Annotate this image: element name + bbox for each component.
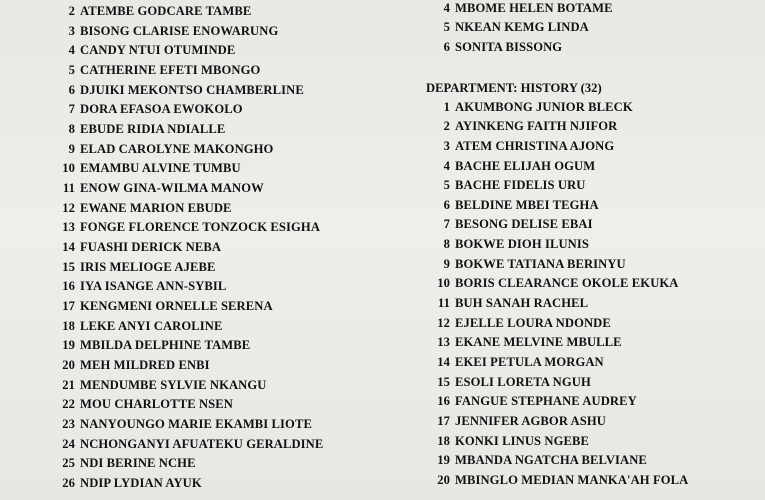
entry-name: NKEAN KEMG LINDA (455, 20, 589, 34)
entry-name: AKUMBONG JUNIOR BLECK (455, 100, 633, 114)
list-item (426, 394, 637, 408)
list-item (58, 319, 222, 333)
list-item (426, 198, 599, 212)
entry-name: MOU CHARLOTTE NSEN (80, 397, 233, 411)
entry-name: NCHONGANYI AFUATEKU GERALDINE (80, 437, 324, 451)
list-item (426, 335, 622, 349)
entry-name: BELDINE MBEI TEGHA (455, 198, 599, 212)
entry-name: MBILDA DELPHINE TAMBE (80, 338, 251, 352)
list-item (58, 102, 243, 116)
list-item (426, 119, 617, 133)
entry-name: CANDY NTUI OTUMINDE (80, 43, 236, 57)
entry-name: ELAD CAROLYNE MAKONGHO (80, 142, 274, 156)
list-item (426, 159, 595, 173)
entry-name: ESOLI LORETA NGUH (455, 375, 591, 389)
entry-number: 15 (437, 375, 450, 389)
entry-name: BORIS CLEARANCE OKOLE EKUKA (455, 276, 679, 290)
entry-name: FANGUE STEPHANE AUDREY (455, 394, 637, 408)
list-item (426, 453, 647, 467)
list-item (58, 142, 273, 156)
entry-name: SONITA BISSONG (455, 40, 563, 54)
list-item (58, 201, 232, 215)
entry-number: 6 (443, 198, 450, 212)
entry-number: 15 (62, 260, 75, 274)
list-item (58, 476, 202, 490)
entry-number: 8 (443, 237, 450, 251)
entry-name: EMAMBU ALVINE TUMBU (80, 161, 241, 175)
entry-name: EBUDE RIDIA NDIALLE (80, 122, 226, 136)
entry-number: 21 (62, 378, 75, 392)
entry-number: 4 (443, 159, 450, 173)
entry-number: 6 (68, 83, 75, 97)
list-item (426, 316, 611, 330)
entry-name: CATHERINE EFETI MBONGO (80, 63, 261, 77)
list-item (58, 161, 241, 175)
entry-number: 26 (62, 476, 75, 490)
entry-number: 11 (437, 296, 450, 310)
entry-name: IYA ISANGE ANN-SYBIL (80, 279, 227, 293)
entry-name: NANYOUNGO MARIE EKAMBI LIOTE (80, 417, 312, 431)
entry-number: 18 (62, 319, 75, 333)
entry-name: MEH MILDRED ENBI (80, 358, 210, 372)
entry-name: BUH SANAH RACHEL (455, 296, 589, 310)
entry-name: JENNIFER AGBOR ASHU (455, 414, 606, 428)
list-item (58, 181, 264, 195)
list-item (426, 178, 585, 192)
entry-number: 17 (62, 299, 75, 313)
entry-name: BOKWE DIOH ILUNIS (455, 237, 589, 251)
entry-number: 16 (62, 279, 75, 293)
entry-name: EKEI PETULA MORGAN (455, 355, 604, 369)
entry-number: 22 (62, 397, 75, 411)
entry-number: 20 (62, 358, 75, 372)
entry-number: 2 (68, 4, 75, 18)
entry-number: 2 (443, 119, 450, 133)
entry-name: BISONG CLARISE ENOWARUNG (80, 24, 279, 38)
entry-name: MBOME HELEN BOTAME (455, 1, 613, 15)
entry-number: 13 (437, 335, 450, 349)
entry-name: ENOW GINA-WILMA MANOW (80, 181, 264, 195)
entry-number: 5 (443, 178, 450, 192)
list-item (426, 139, 614, 153)
entry-name: AYINKENG FAITH NJIFOR (455, 119, 618, 133)
entry-number: 19 (62, 338, 75, 352)
entry-number: 7 (443, 217, 450, 231)
entry-name: IRIS MELIOGE AJEBE (80, 260, 216, 274)
entry-name: MBANDA NGATCHA BELVIANE (455, 453, 647, 467)
list-item (426, 1, 613, 15)
entry-name: BOKWE TATIANA BERINYU (455, 257, 626, 271)
list-item (426, 40, 562, 54)
entry-number: 23 (62, 417, 75, 431)
entry-number: 14 (62, 240, 75, 254)
list-item (58, 240, 221, 254)
list-item (426, 100, 633, 114)
entry-number: 6 (443, 40, 450, 54)
list-item (58, 417, 312, 431)
list-item (58, 83, 304, 97)
entry-name: DJUIKI MEKONTSO CHAMBERLINE (80, 83, 304, 97)
entry-name: KENGMENI ORNELLE SERENA (80, 299, 273, 313)
entry-number: 7 (68, 102, 75, 116)
entry-number: 10 (62, 161, 75, 175)
entry-name: KONKI LINUS NGEBE (455, 434, 589, 448)
entry-name: MENDUMBE SYLVIE NKANGU (80, 378, 267, 392)
entry-number: 14 (437, 355, 450, 369)
list-item (426, 217, 593, 231)
entry-name: FONGE FLORENCE TONZOCK ESIGHA (80, 220, 321, 234)
list-item (58, 43, 235, 57)
list-item (426, 434, 589, 448)
entry-name: NDI BERINE NCHE (80, 456, 196, 470)
entry-number: 13 (62, 220, 75, 234)
entry-name: LEKE ANYI CAROLINE (80, 319, 223, 333)
entry-number: 4 (443, 1, 450, 15)
entry-number: 10 (437, 276, 450, 290)
list-item (58, 63, 260, 77)
entry-number: 12 (62, 201, 75, 215)
list-item (58, 378, 266, 392)
list-item (426, 20, 589, 34)
entry-number: 20 (437, 473, 450, 487)
entry-number: 12 (437, 316, 450, 330)
list-item (58, 122, 225, 136)
entry-number: 17 (437, 414, 450, 428)
list-item (58, 299, 273, 313)
entry-name: BESONG DELISE EBAI (455, 217, 593, 231)
entry-name: DORA EFASOA EWOKOLO (80, 102, 243, 116)
entry-name: EKANE MELVINE MBULLE (455, 335, 622, 349)
entry-number: 9 (68, 142, 75, 156)
list-item (58, 220, 320, 234)
list-item (426, 296, 588, 310)
list-item (58, 456, 196, 470)
entry-number: 19 (437, 453, 450, 467)
entry-name: EJELLE LOURA NDONDE (455, 316, 611, 330)
list-item (58, 437, 323, 451)
entry-name: ATEM CHRISTINA AJONG (455, 139, 615, 153)
entry-number: 4 (68, 43, 75, 57)
list-item (426, 257, 626, 271)
entry-name: MBINGLO MEDIAN MANKA'AH FOLA (455, 473, 689, 487)
entry-number: 16 (437, 394, 450, 408)
list-item (426, 237, 589, 251)
entry-number: 1 (443, 100, 450, 114)
list-item (58, 4, 251, 18)
entry-number: 25 (62, 456, 75, 470)
entry-number: 24 (62, 437, 75, 451)
entry-number: 3 (443, 139, 450, 153)
list-item (58, 358, 210, 372)
entry-number: 3 (68, 24, 75, 38)
entry-number: 9 (443, 257, 450, 271)
entry-name: FUASHI DERICK NEBA (80, 240, 222, 254)
list-item (426, 355, 604, 369)
entry-number: 5 (443, 20, 450, 34)
entry-name: NDIP LYDIAN AYUK (80, 476, 202, 490)
list-item (426, 473, 688, 487)
entry-name: EWANE MARION EBUDE (80, 201, 232, 215)
entry-number: 18 (437, 434, 450, 448)
entry-number: 8 (68, 122, 75, 136)
list-item (426, 414, 606, 428)
list-item (58, 397, 233, 411)
list-item (426, 375, 591, 389)
list-item (58, 279, 226, 293)
list-item (58, 338, 250, 352)
entry-number: 11 (62, 181, 75, 195)
department-heading: DEPARTMENT: HISTORY (32) (426, 81, 602, 95)
entry-name: BACHE FIDELIS URU (455, 178, 586, 192)
entry-number: 5 (68, 63, 75, 77)
list-item (426, 276, 678, 290)
list-item (58, 260, 215, 274)
entry-name: BACHE ELIJAH OGUM (455, 159, 596, 173)
list-item (58, 24, 278, 38)
entry-name: ATEMBE GODCARE TAMBE (80, 4, 252, 18)
